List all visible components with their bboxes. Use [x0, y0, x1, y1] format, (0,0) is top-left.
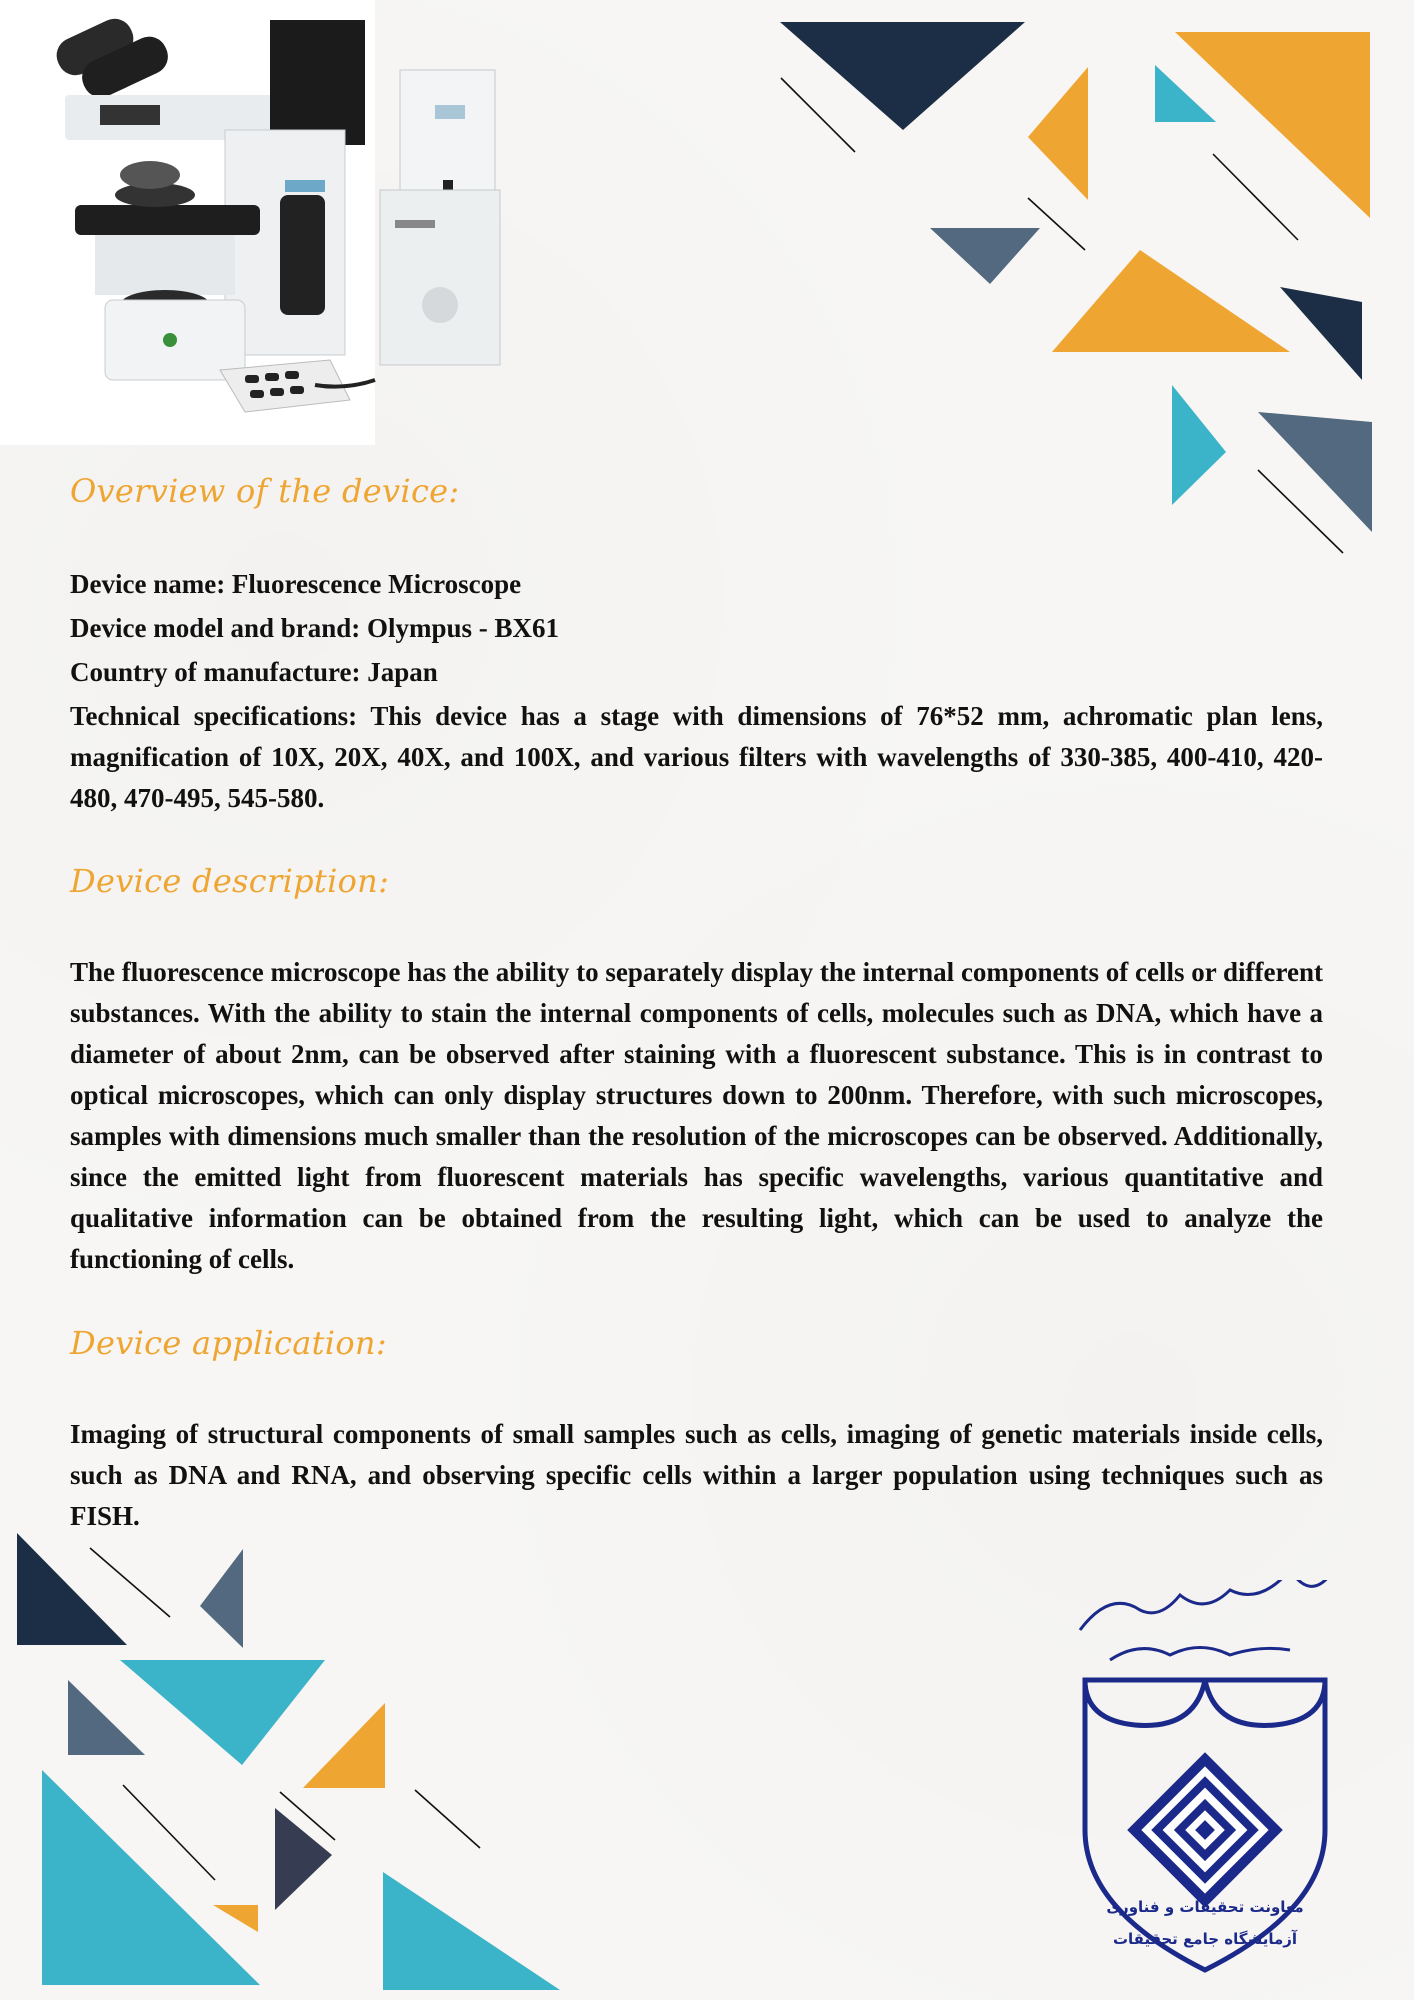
decorative-line: [90, 1548, 170, 1617]
slate-triangle: [68, 1680, 145, 1755]
logo-caption-line2: آزمایشگاه جامع تحقیقات: [1112, 1930, 1298, 1948]
orange-triangle: [1028, 67, 1088, 200]
slate-triangle: [1258, 412, 1372, 532]
navy-triangle: [17, 1533, 127, 1645]
teal-triangle: [1172, 385, 1226, 505]
decorative-line: [781, 78, 855, 152]
application-heading: Device application:: [70, 1324, 387, 1362]
lamp-power-units: [0, 0, 520, 420]
orange-triangle: [1175, 32, 1370, 218]
decorative-line: [123, 1785, 215, 1880]
device-model-brand: Device model and brand: Olympus - BX61: [70, 613, 560, 643]
teal-triangle: [383, 1872, 560, 1990]
decorative-line: [415, 1790, 480, 1848]
teal-triangle: [42, 1770, 260, 1985]
decorative-line: [1028, 198, 1085, 250]
overview-heading: Overview of the device:: [70, 472, 460, 510]
device-name: Device name: Fluorescence Microscope: [70, 569, 522, 599]
orange-triangle: [303, 1703, 385, 1788]
slate-triangle: [200, 1549, 243, 1648]
description-heading: Device description:: [70, 862, 390, 900]
decorative-line: [280, 1792, 335, 1840]
teal-triangle: [120, 1660, 325, 1765]
application-body: Imaging of structural components of small samples such as cells, imaging of genetic materials inside cells, such as DNA and RNA, and observing specific cells within a larger population using techniques such as FISH.: [70, 1419, 1323, 1531]
university-logo: [1070, 1580, 1340, 1985]
logo-caption-line1: معاونت تحقیقات و فناوری: [1106, 1898, 1304, 1916]
orange-triangle: [1052, 250, 1290, 352]
teal-triangle: [1155, 65, 1216, 122]
country-of-manufacture: Country of manufacture: Japan: [70, 657, 438, 687]
technical-specifications: Technical specifications: This device has a stage with dimensions of 76*52 mm, achromatic plan lens, magnification of 10X, 20X, 40X, and 100X, and various filters with wavelengths of 330-385, 400-410, 420-480, 470-495, 545-580.: [70, 701, 1323, 813]
navy-triangle: [275, 1808, 332, 1910]
slate-triangle: [930, 228, 1040, 284]
description-body: The fluorescence microscope has the ability to separately display the internal components of cells or different substances. With the ability to stain the internal components of cells, molecules such as DNA, which have a diameter of about 2nm, can be observed after staining with a fluorescent substance. This is in contrast to optical microscopes, which can only display structures down to 200nm. Therefore, with such microscopes, samples with dimensions much smaller than the resolution of the microscopes can be observed. Additionally, since the emitted light from fluorescent materials has specific wavelengths, various quantitative and qualitative information can be obtained from the resulting light, which can be used to analyze the functioning of cells.: [70, 957, 1323, 1274]
decorative-line: [1213, 154, 1298, 240]
navy-triangle: [1280, 287, 1362, 380]
orange-triangle: [213, 1905, 258, 1932]
